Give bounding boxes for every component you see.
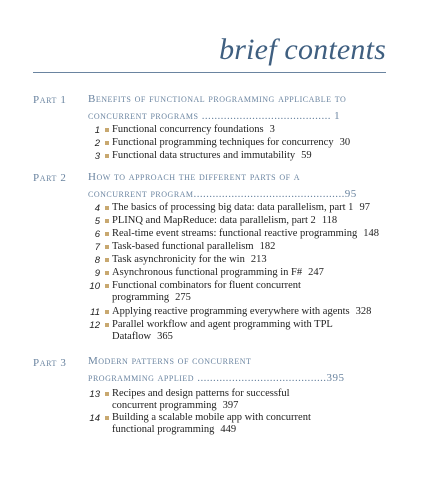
part-title-line: concurrent program................................................95: [88, 188, 357, 200]
chapter-number: 13: [89, 389, 100, 400]
chapter-number: 1: [94, 125, 100, 136]
chapter-link[interactable]: Asynchronous functional programming in F# 247: [112, 267, 324, 278]
part-page: 395: [326, 372, 345, 384]
part-label: Part 1: [33, 94, 67, 106]
chapter-number: 4: [94, 203, 100, 214]
part-label: Part 3: [33, 357, 67, 369]
chapter-link[interactable]: The basics of processing big data: data parallelism, part 1 97: [112, 202, 370, 213]
chapter-number: 5: [94, 216, 100, 227]
bullet-icon: [105, 392, 109, 396]
chapter-link[interactable]: Functional combinators for fluent concurrent programming 275: [112, 280, 301, 303]
chapter-link[interactable]: Functional data structures and immutability 59: [112, 150, 312, 161]
bullet-icon: [105, 154, 109, 158]
part-title-line: Benefits of functional programming applicable to: [88, 93, 347, 105]
bullet-icon: [105, 271, 109, 275]
chapter-link[interactable]: Task-based functional parallelism 182: [112, 241, 276, 252]
chapter-link[interactable]: Parallel workflow and agent programming with TPL Dataflow 365: [112, 319, 333, 342]
chapter-number: 14: [89, 413, 100, 424]
bullet-icon: [105, 206, 109, 210]
bullet-icon: [105, 284, 109, 288]
chapter-link[interactable]: Task asynchronicity for the win 213: [112, 254, 267, 265]
part-title-line: Modern patterns of concurrent: [88, 355, 252, 367]
chapter-link[interactable]: Building a scalable mobile app with concurrent functional programming 449: [112, 412, 311, 435]
bullet-icon: [105, 310, 109, 314]
part-page: 1: [334, 110, 341, 122]
chapter-number: 10: [89, 281, 100, 292]
part-title-line: How to approach the different parts of a: [88, 171, 301, 183]
chapter-number: 11: [90, 307, 100, 318]
part-title: [88, 91, 386, 125]
chapter-link[interactable]: Real-time event streams: functional reactive programming 148: [112, 228, 379, 239]
chapter-number: 8: [94, 255, 100, 266]
chapter-number: 2: [94, 138, 100, 149]
part-label: Part 2: [33, 172, 67, 184]
bullet-icon: [105, 245, 109, 249]
chapter-link[interactable]: Recipes and design patterns for successful concurrent programming 397: [112, 388, 290, 411]
bullet-icon: [105, 258, 109, 262]
chapter-number: 3: [94, 151, 100, 162]
title-rule: [33, 72, 386, 73]
bullet-icon: [105, 219, 109, 223]
chapter-number: 12: [89, 320, 100, 331]
part-title-line: concurrent programs ......................................... 1: [88, 110, 341, 122]
chapter-number: 6: [94, 229, 100, 240]
chapter-link[interactable]: Applying reactive programming everywhere with agents 328: [112, 306, 372, 317]
page-title: brief contents: [219, 33, 386, 66]
bullet-icon: [105, 128, 109, 132]
chapter-link[interactable]: Functional concurrency foundations 3: [112, 124, 275, 135]
part-page: 95: [344, 188, 357, 200]
chapter-link[interactable]: PLINQ and MapReduce: data parallelism, part 2 118: [112, 215, 338, 226]
chapter-number: 7: [94, 242, 100, 253]
part-title-line: programming applied .........................................395: [88, 372, 345, 384]
bullet-icon: [105, 323, 109, 327]
chapter-number: 9: [94, 268, 100, 279]
chapter-link[interactable]: Functional programming techniques for concurrency 30: [112, 137, 351, 148]
part-title: [88, 169, 386, 203]
bullet-icon: [105, 141, 109, 145]
bullet-icon: [105, 232, 109, 236]
part-title: [88, 353, 386, 387]
bullet-icon: [105, 416, 109, 420]
